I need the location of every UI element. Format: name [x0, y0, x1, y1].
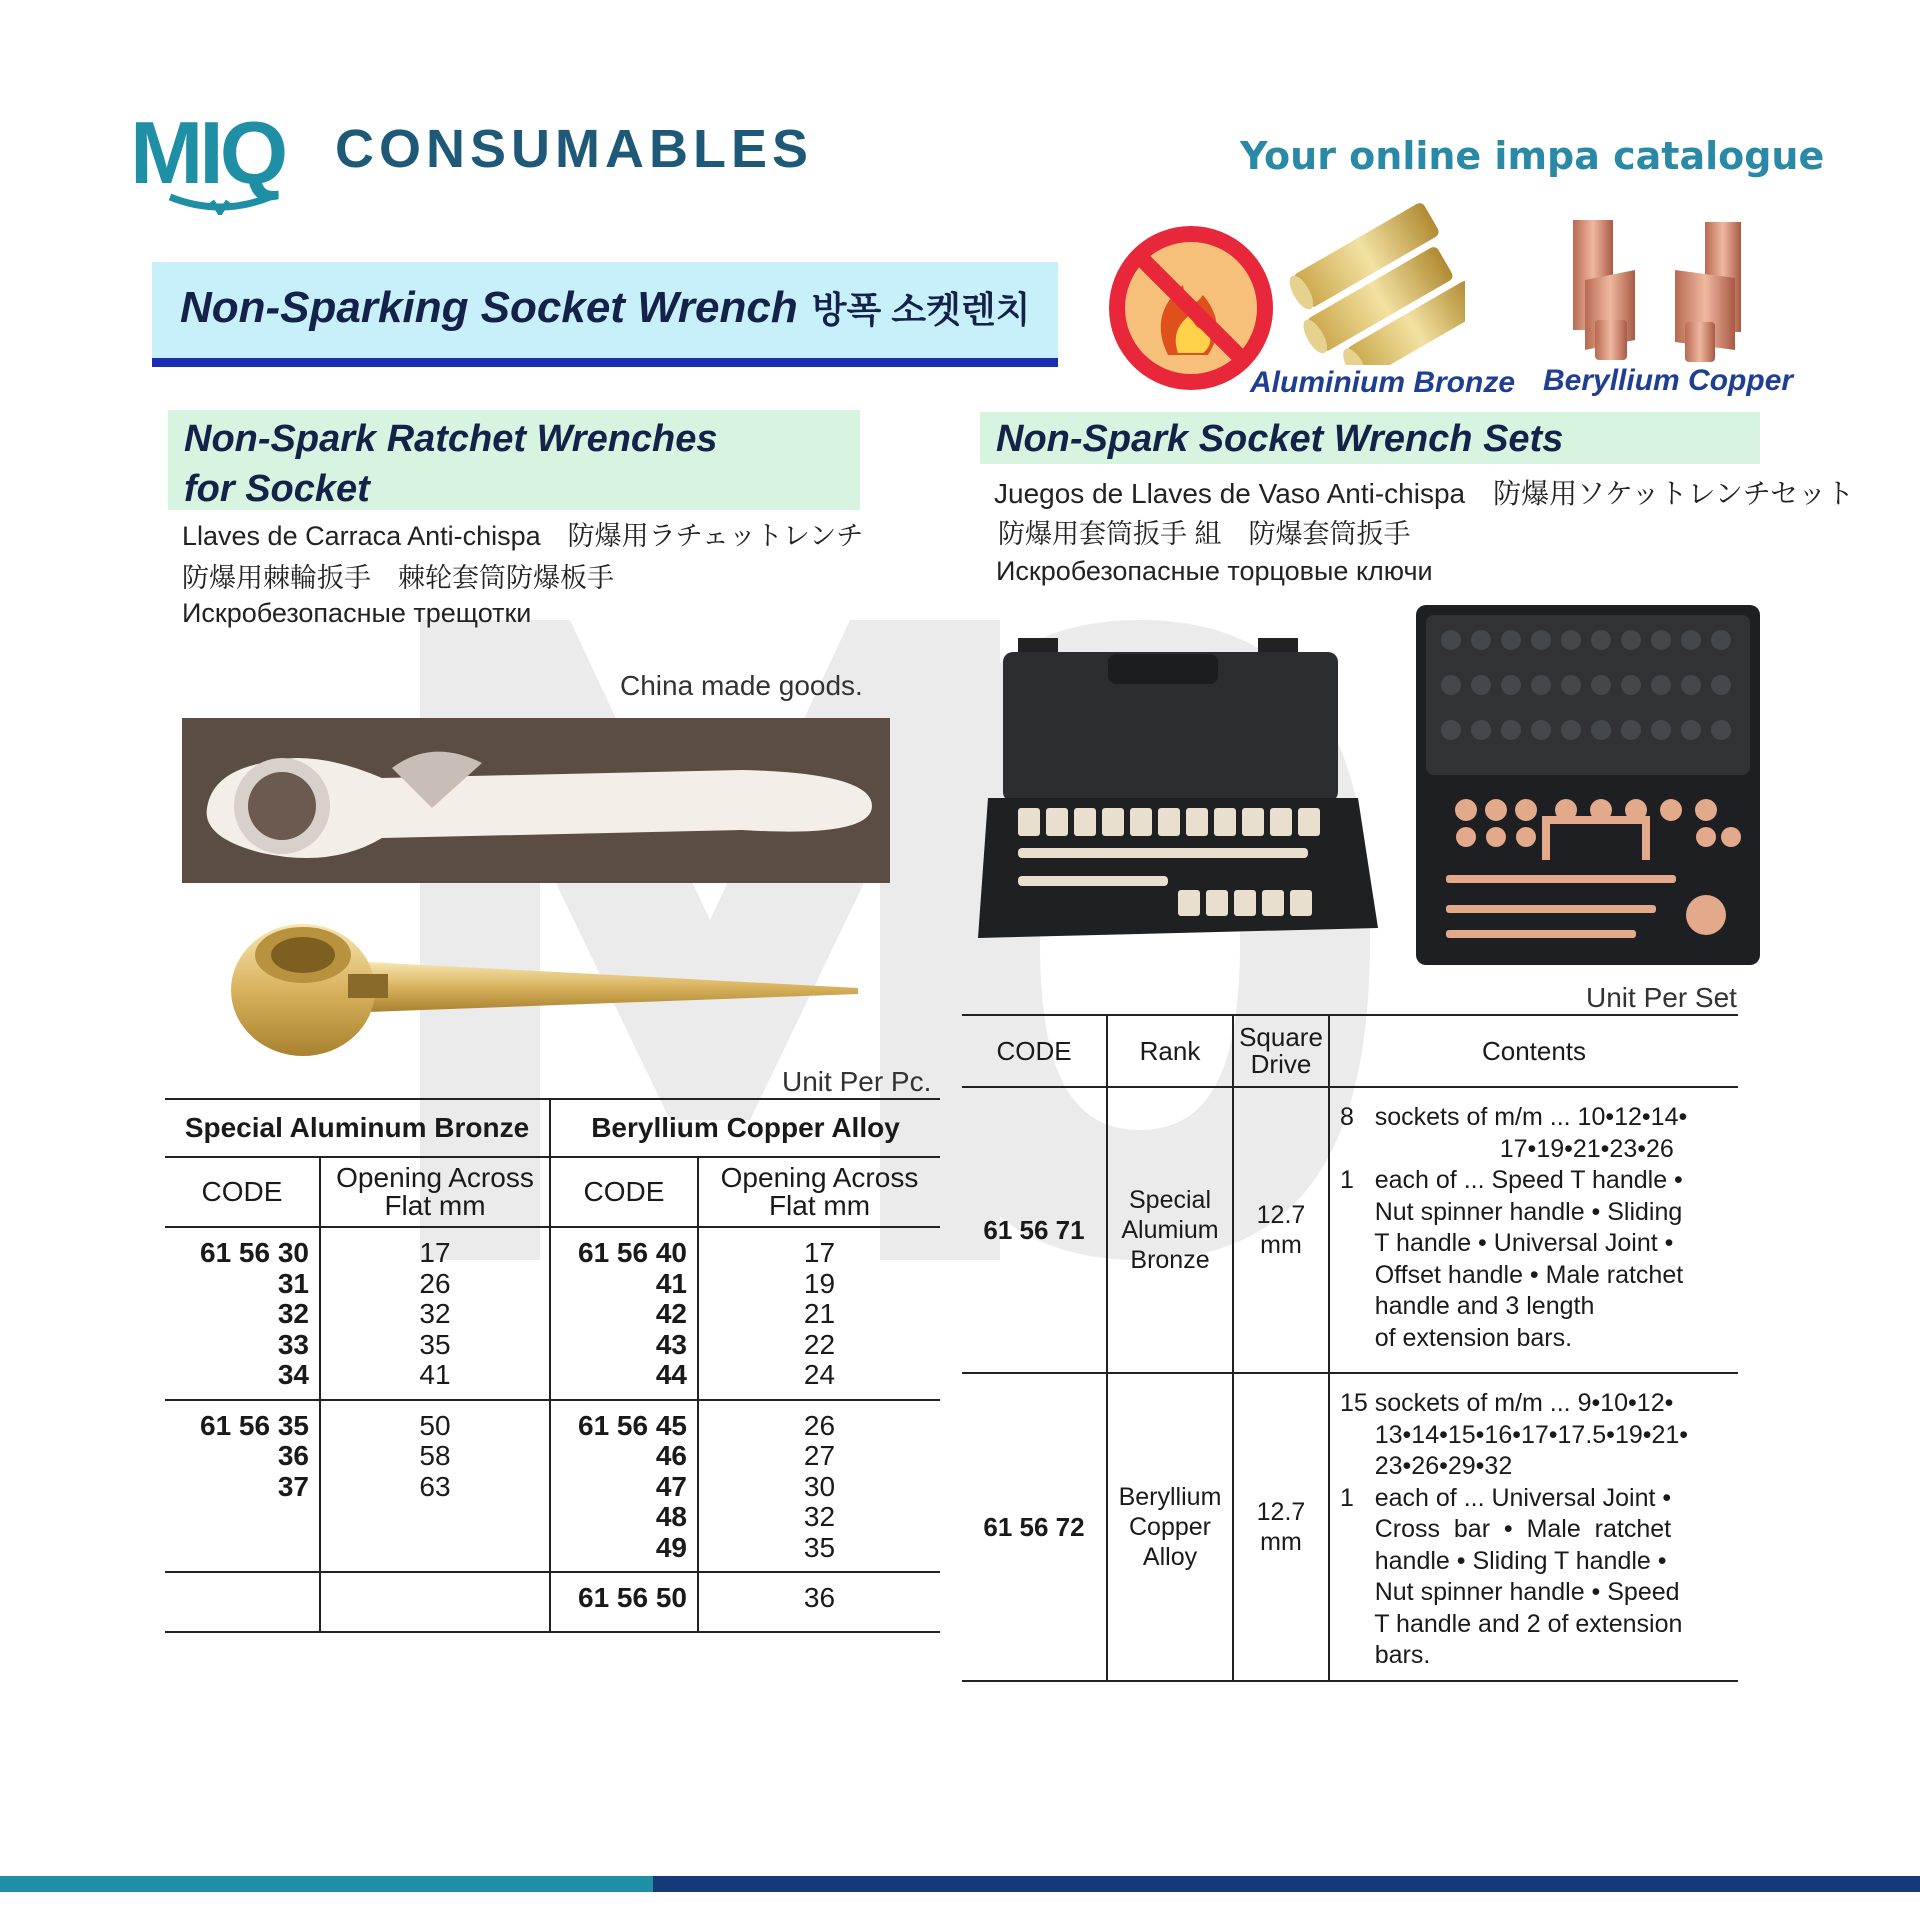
col-rank: Rank	[1107, 1015, 1233, 1087]
bronze-ratchet-wrench-photo	[228, 900, 868, 1070]
copper-codes: 61 56 40 41 42 43 44	[550, 1227, 698, 1400]
bronze-codes: 61 56 30 31 32 33 34	[165, 1227, 320, 1400]
bronze-socket-set-case	[978, 638, 1378, 948]
ratchet-subtitle-es-ja: Llaves de Carraca Anti-chispa 防爆用ラチェットレンチ	[182, 521, 864, 551]
bronze-sizes: 50 58 63	[320, 1400, 550, 1573]
set-drive: 12.7 mm	[1233, 1087, 1329, 1373]
set-rank: Special Alumium Bronze	[1107, 1087, 1233, 1373]
bronze-sizes: 17 26 32 35 41	[320, 1227, 550, 1400]
origin-note: China made goods.	[620, 670, 863, 701]
set-code: 61 56 71	[962, 1087, 1107, 1373]
col-square-drive: Square Drive	[1233, 1015, 1329, 1087]
group-header-copper: Beryllium Copper Alloy	[550, 1099, 940, 1157]
table-row	[165, 1400, 940, 1573]
copper-socket-set-case	[1416, 605, 1760, 965]
copper-codes: 61 56 45 46 47 48 49	[550, 1400, 698, 1573]
set-rank: Beryllium Copper Alloy	[1107, 1373, 1233, 1681]
set-subtitle-zh: 防爆用套筒扳手 組 防爆套筒扳手	[998, 519, 1411, 549]
copper-sizes: 36	[698, 1572, 940, 1632]
ratchet-wrench-photo	[182, 718, 890, 883]
bronze-codes	[165, 1572, 320, 1632]
ratchet-heading-line1: Non-Spark Ratchet Wrenches	[184, 418, 718, 460]
bronze-codes: 61 56 35 36 37	[165, 1400, 320, 1573]
ratchet-wrench-table	[165, 1098, 940, 1633]
socket-set-section-heading: Non-Spark Socket Wrench Sets	[980, 412, 1760, 464]
brand-name: CONSUMABLES	[335, 119, 814, 179]
svg-text:MIQ: MIQ	[130, 105, 285, 202]
ratchet-heading-line2: for Socket	[184, 468, 370, 510]
table-row	[962, 1087, 1738, 1373]
footer-bar	[0, 1876, 1920, 1892]
col-code: CODE	[962, 1015, 1107, 1087]
copper-sizes: 17 19 21 22 24	[698, 1227, 940, 1400]
page-title-ko: 방폭 소켓렌치	[811, 289, 1031, 330]
page-title-en: Non-Sparking Socket Wrench	[180, 283, 798, 332]
col-opening-bronze: Opening Across Flat mm	[320, 1157, 550, 1227]
copper-codes: 61 56 50	[550, 1572, 698, 1632]
col-opening-copper: Opening Across Flat mm	[698, 1157, 940, 1227]
table-row	[165, 1227, 940, 1400]
miq-logo	[130, 105, 320, 215]
page-title	[180, 282, 1030, 333]
ratchet-subtitle-zh: 防爆用棘輪扳手 棘轮套筒防爆板手	[182, 563, 614, 593]
copper-label: Beryllium Copper	[1543, 364, 1794, 397]
bronze-sizes	[320, 1572, 550, 1632]
set-subtitle-es-ja: Juegos de Llaves de Vaso Anti-chispa 防爆用ソケットレンチセット	[994, 478, 1855, 509]
tagline: Your online impa catalogue	[1240, 134, 1825, 178]
col-contents: Contents	[1329, 1015, 1738, 1087]
unit-per-pc: Unit Per Pc.	[782, 1066, 932, 1097]
set-code: 61 56 72	[962, 1373, 1107, 1681]
ratchet-section-heading	[168, 410, 860, 510]
aluminium-bronze-rods	[1285, 195, 1465, 365]
set-contents: 8 sockets of m/m ... 10•12•14• 17•19•21•23•26 1 each of ... Speed T handle • Nut spinner handle • Sliding T handle • Universal Joint • Offset handle • Male ratchet handle and 3 length of extension bars.	[1329, 1087, 1738, 1373]
socket-set-table	[962, 1014, 1738, 1682]
set-contents: 15 sockets of m/m ... 9•10•12• 13•14•15•16•17•17.5•19•21• 23•26•29•32 1 each of ... Universal Joint • Cross bar • Male ratchet handle • Sliding T handle • Nut spinner handle • Speed T handle and 2 of extension bars.	[1329, 1373, 1738, 1681]
beryllium-copper-parts	[1565, 210, 1755, 370]
ratchet-subtitle-ru: Искробезопасные трещотки	[182, 598, 532, 628]
table-row	[962, 1373, 1738, 1681]
set-subtitle-ru: Искробезопасные торцовые ключи	[996, 556, 1433, 586]
col-code-bronze: CODE	[165, 1157, 320, 1227]
col-code-copper: CODE	[550, 1157, 698, 1227]
set-drive: 12.7 mm	[1233, 1373, 1329, 1681]
copper-sizes: 26 27 30 32 35	[698, 1400, 940, 1573]
group-header-bronze: Special Aluminum Bronze	[165, 1099, 550, 1157]
bronze-label: Aluminium Bronze	[1250, 366, 1516, 399]
table-row	[165, 1572, 940, 1632]
unit-per-set: Unit Per Set	[1586, 982, 1737, 1013]
